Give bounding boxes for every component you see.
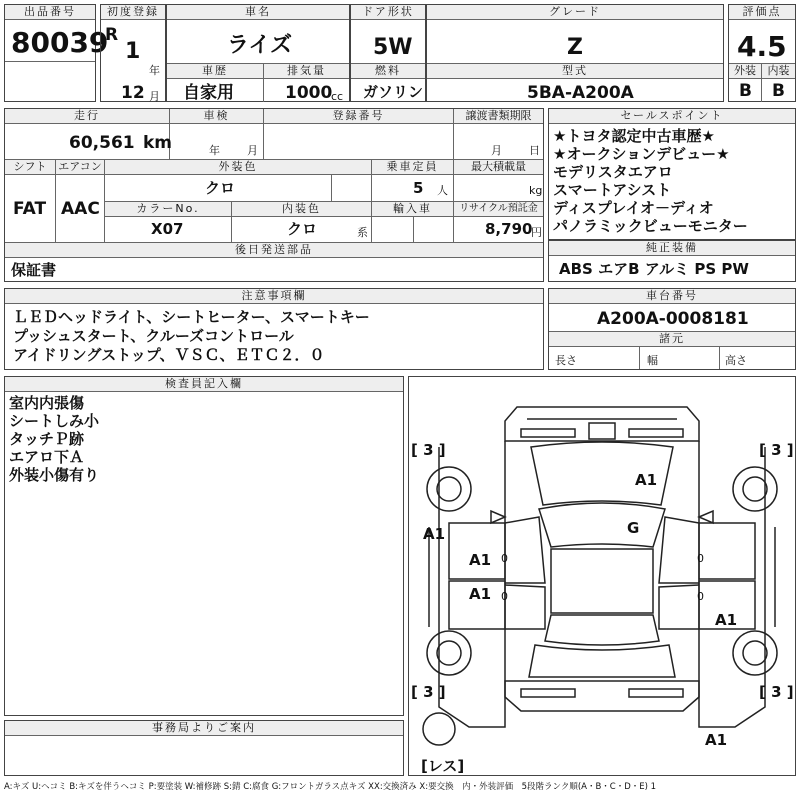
import-label: 輸入車 xyxy=(372,202,453,217)
shift: FAT xyxy=(13,199,47,219)
equipment-box xyxy=(548,240,796,282)
sales-points-label: セールスポイント xyxy=(549,109,795,124)
damage-mark-left-fender: A1 xyxy=(423,525,446,543)
later-parts: 保証書 xyxy=(11,261,57,279)
inspection-month-unit: 月 xyxy=(247,144,258,157)
displacement-label: 排気量 xyxy=(264,64,349,79)
zero-mark: 0 xyxy=(501,590,508,603)
zero-mark: 0 xyxy=(501,552,508,565)
registration-number-label: 登録番号 xyxy=(264,109,453,124)
spec-box xyxy=(4,108,544,282)
sales-point: ★トヨタ認定中古車歴★ xyxy=(553,127,715,145)
inspector-line: エアロ下Ａ xyxy=(9,448,85,466)
recycle-unit: 円 xyxy=(531,226,542,239)
transfer-deadline-label: 譲渡書類期限 xyxy=(454,109,543,124)
first-registration-label: 初度登録 xyxy=(101,5,165,20)
note-line: プッシュスタート、クルーズコントロール xyxy=(13,327,294,345)
lot-number-box xyxy=(4,4,109,102)
sales-points-box xyxy=(548,108,796,240)
tire-tread-front-left: [ 3 ] xyxy=(411,441,446,459)
registration-month: 12 xyxy=(121,83,145,103)
zero-mark: 0 xyxy=(697,590,704,603)
shift-label: シフト xyxy=(5,160,55,175)
sales-point: モデリスタエアロ xyxy=(553,163,673,181)
inspector-line: 外装小傷有り xyxy=(9,466,100,484)
history: 自家用 xyxy=(183,83,234,103)
dimensions-label: 諸元 xyxy=(549,332,795,347)
interior-grade: B xyxy=(772,81,785,101)
notes-box xyxy=(4,288,544,370)
grade: Z xyxy=(567,35,583,60)
tire-tread-front-right: [ 3 ] xyxy=(759,441,794,459)
zero-mark: 0 xyxy=(697,552,704,565)
capacity: 5 xyxy=(413,179,424,197)
sales-point: パノラミックビューモニター xyxy=(553,217,748,235)
height-label: 高さ xyxy=(725,354,747,367)
note-line: ＬＥＤヘッドライト、シートヒーター、スマートキー xyxy=(13,308,370,326)
notes-label: 注意事項欄 xyxy=(5,289,543,304)
history-label: 車歴 xyxy=(167,64,263,79)
exterior-color-label: 外装色 xyxy=(105,160,371,175)
displacement: 1000 xyxy=(285,83,333,103)
capacity-label: 乗車定員 xyxy=(372,160,453,175)
fuel-label: 燃料 xyxy=(351,64,425,79)
inspector-line: タッチＰ跡 xyxy=(9,430,85,448)
damage-mark-right-rear: A1 xyxy=(715,611,738,629)
max-load-label: 最大積載量 xyxy=(454,160,543,175)
color-number-label: カラーNo. xyxy=(105,202,231,217)
score-box xyxy=(728,4,796,102)
aircon-label: エアコン xyxy=(56,160,104,175)
sales-point: ★オークションデビュー★ xyxy=(553,145,730,163)
office-label: 事務局よりご案内 xyxy=(5,721,403,736)
first-registration-box xyxy=(100,4,166,102)
chassis-box xyxy=(548,288,796,370)
year-unit: 年 xyxy=(149,64,160,77)
era: R xyxy=(105,25,119,45)
aircon: AAC xyxy=(61,199,100,219)
inspector-line: シートしみ小 xyxy=(9,412,100,430)
note-line: アイドリングストップ、ＶＳＣ、ＥＴＣ２．０ xyxy=(13,346,325,364)
spare-tire-status: [レス] xyxy=(421,757,465,775)
damage-mark-hood: A1 xyxy=(635,471,658,489)
later-parts-label: 後日発送部品 xyxy=(5,243,543,258)
color-number: X07 xyxy=(151,220,184,238)
lot-number: 80039 xyxy=(11,26,109,59)
tire-tread-rear-left: [ 3 ] xyxy=(411,683,446,701)
grade-label: グレード xyxy=(427,5,723,20)
car-name-label: 車名 xyxy=(167,5,349,20)
mileage-unit: km xyxy=(143,133,173,153)
score-label: 評価点 xyxy=(729,5,795,20)
sales-point: ディスプレイオ－ディオ xyxy=(553,199,714,217)
month-unit: 月 xyxy=(149,90,160,103)
grade-box xyxy=(426,4,724,102)
lot-number-label: 出品番号 xyxy=(5,5,95,20)
interior-label: 内装 xyxy=(762,64,795,79)
mileage: 60,561 xyxy=(69,133,135,153)
chassis-label: 車台番号 xyxy=(549,289,795,304)
fuel: ガソリン xyxy=(363,83,424,101)
inspection-label: 車検 xyxy=(170,109,263,124)
inspector-label: 検査員記入欄 xyxy=(5,377,403,392)
door: 5W xyxy=(373,35,413,60)
interior-color-label: 内装色 xyxy=(232,202,371,217)
inspector-line: 室内内張傷 xyxy=(9,394,85,412)
equipment-label: 純正装備 xyxy=(549,241,795,256)
transfer-month-unit: 月 xyxy=(491,144,502,157)
recycle-label: リサイクル預託金 xyxy=(454,202,543,217)
interior-color-unit: 系 xyxy=(357,226,368,239)
model-label: 型式 xyxy=(427,64,723,79)
door-label: ドア形状 xyxy=(351,5,425,20)
length-label: 長さ xyxy=(555,354,577,367)
score: 4.5 xyxy=(737,30,787,63)
width-label: 幅 xyxy=(647,354,658,367)
damage-mark-left-front-door: A1 xyxy=(469,551,492,569)
transfer-day-unit: 日 xyxy=(529,144,540,157)
car-diagram xyxy=(409,377,795,775)
car-name-box xyxy=(166,4,350,102)
mileage-label: 走行 xyxy=(5,109,169,124)
sales-point: スマートアシスト xyxy=(553,181,672,199)
damage-mark-left-rear-door: A1 xyxy=(469,585,492,603)
inspection-year-unit: 年 xyxy=(209,144,220,157)
registration-year: 1 xyxy=(125,39,141,64)
damage-diagram-box xyxy=(408,376,796,776)
capacity-unit: 人 xyxy=(437,184,448,197)
damage-mark-rear-bumper: A1 xyxy=(705,731,728,749)
office-box xyxy=(4,720,404,776)
inspector-box xyxy=(4,376,404,716)
damage-mark-windshield: G xyxy=(627,519,640,537)
interior-color: クロ xyxy=(287,220,318,238)
chassis-number: A200A-0008181 xyxy=(597,309,749,329)
car-name: ライズ xyxy=(227,33,293,58)
displacement-unit: cc xyxy=(331,90,344,103)
legend: A:キズ U:ヘコミ B:キズを伴うヘコミ P:要塗装 W:補修跡 S:錆 C:腐食 G:フロントガラス点キズ XX:交換済み X:要交換 内・外装評価 5段階ランク順(A・B・C・D・E) 1 xyxy=(4,782,657,792)
tire-tread-rear-right: [ 3 ] xyxy=(759,683,794,701)
equipment: ABS エアB アルミ PS PW xyxy=(559,260,749,278)
exterior-color: クロ xyxy=(205,179,236,197)
model: 5BA-A200A xyxy=(527,83,634,103)
recycle-fee: 8,790 xyxy=(485,220,533,238)
exterior-label: 外装 xyxy=(729,64,761,79)
max-load-unit: kg xyxy=(529,184,543,197)
door-box xyxy=(350,4,426,102)
exterior-grade: B xyxy=(739,81,752,101)
